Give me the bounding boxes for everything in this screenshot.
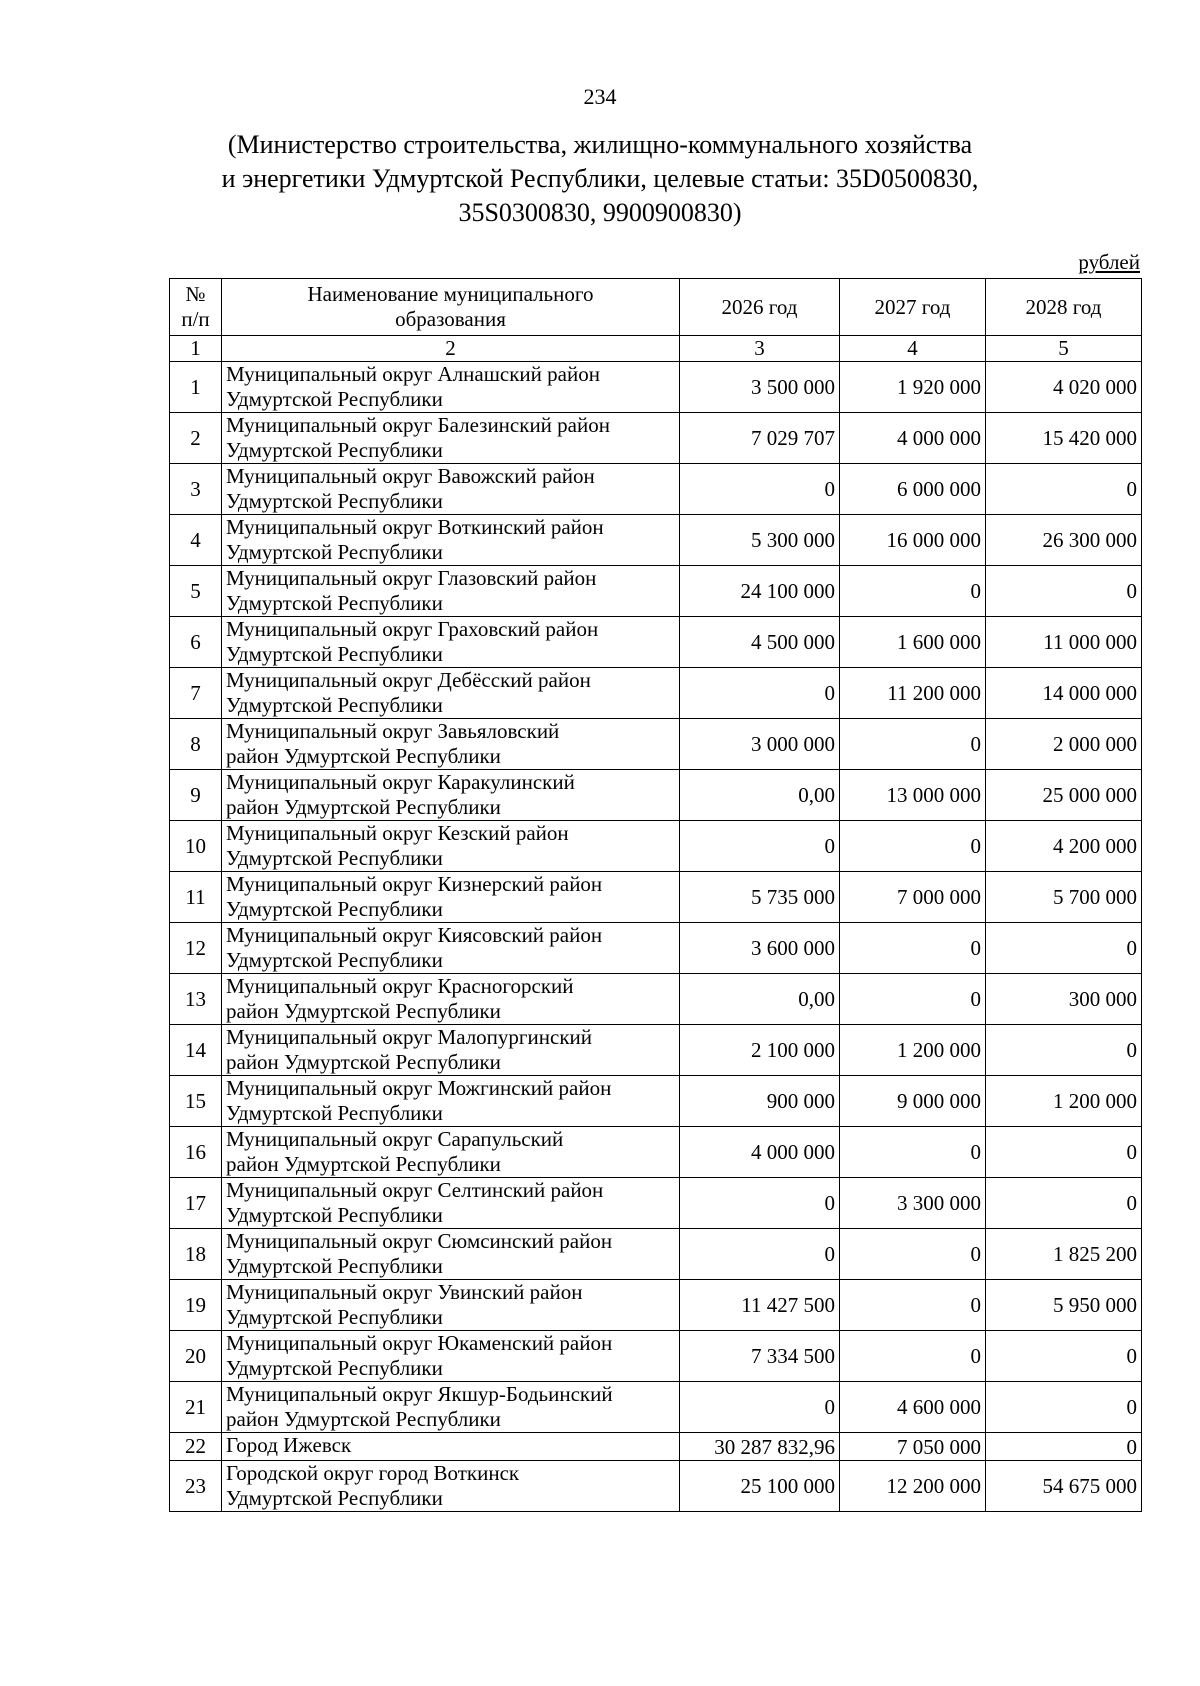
municipality-name-line: Муниципальный округ Воткинский район bbox=[226, 515, 604, 539]
amount-2026: 0 bbox=[680, 464, 840, 515]
row-number: 3 bbox=[170, 464, 222, 515]
page-number: 234 bbox=[583, 84, 617, 109]
municipality-name-line: Муниципальный округ Красногорский bbox=[226, 974, 574, 998]
row-number: 8 bbox=[170, 719, 222, 770]
amount-2028: 0 bbox=[986, 1331, 1142, 1382]
municipality-name bbox=[222, 1025, 680, 1076]
amount-2026: 30 287 832,96 bbox=[680, 1433, 840, 1461]
municipality-name bbox=[222, 923, 680, 974]
amount-2026: 24 100 000 bbox=[680, 566, 840, 617]
amount-2028: 0 bbox=[986, 1433, 1142, 1461]
municipality-name-line: Городской округ город Воткинск bbox=[226, 1461, 520, 1485]
amount-2027: 0 bbox=[840, 923, 986, 974]
municipality-name-line: Муниципальный округ Сарапульский bbox=[226, 1127, 564, 1151]
amount-2027: 1 200 000 bbox=[840, 1025, 986, 1076]
amount-2028: 0 bbox=[986, 1127, 1142, 1178]
municipality-name-line: Удмуртской Республики bbox=[226, 1305, 443, 1329]
amount-2026: 0 bbox=[680, 1382, 840, 1433]
amount-2027: 16 000 000 bbox=[840, 515, 986, 566]
municipality-name bbox=[222, 515, 680, 566]
amount-2026: 0 bbox=[680, 1229, 840, 1280]
row-number: 10 bbox=[170, 821, 222, 872]
amount-2027: 0 bbox=[840, 974, 986, 1025]
amount-2028: 11 000 000 bbox=[986, 617, 1142, 668]
municipality-name bbox=[222, 821, 680, 872]
heading-line: и энергетики Удмуртской Республики, целевые статьи: 35D0500830, bbox=[221, 164, 979, 193]
municipality-name-line: Удмуртской Республики bbox=[226, 1356, 443, 1380]
municipality-name-line: Удмуртской Республики bbox=[226, 897, 443, 921]
municipality-name bbox=[222, 1331, 680, 1382]
municipality-name bbox=[222, 1382, 680, 1433]
header-number: № п/п bbox=[170, 279, 222, 336]
row-number: 6 bbox=[170, 617, 222, 668]
table-row bbox=[170, 617, 1142, 668]
municipality-name-line: Муниципальный округ Дебёсский район bbox=[226, 668, 591, 692]
table-row bbox=[170, 1127, 1142, 1178]
municipality-name-line: Муниципальный округ Каракулинский bbox=[226, 770, 575, 794]
municipality-name-line: Муниципальный округ Малопургинский bbox=[226, 1025, 593, 1049]
amount-2026: 0 bbox=[680, 668, 840, 719]
municipality-name-line: Муниципальный округ Якшур-Бодьинский bbox=[226, 1382, 613, 1406]
amount-2028: 4 200 000 bbox=[986, 821, 1142, 872]
municipality-name-line: Удмуртской Республики bbox=[226, 387, 443, 411]
municipality-name bbox=[222, 1433, 680, 1461]
municipality-name bbox=[222, 974, 680, 1025]
table-row bbox=[170, 362, 1142, 413]
amount-2026: 25 100 000 bbox=[680, 1461, 840, 1512]
municipality-name bbox=[222, 617, 680, 668]
amount-2027: 9 000 000 bbox=[840, 1076, 986, 1127]
column-number: 3 bbox=[680, 336, 840, 362]
municipality-name-line: Муниципальный округ Граховский район bbox=[226, 617, 599, 641]
amount-2026: 7 334 500 bbox=[680, 1331, 840, 1382]
amount-2026: 0,00 bbox=[680, 974, 840, 1025]
amount-2026: 900 000 bbox=[680, 1076, 840, 1127]
row-number: 16 bbox=[170, 1127, 222, 1178]
table-row bbox=[170, 515, 1142, 566]
municipality-name-line: Удмуртской Республики bbox=[226, 693, 443, 717]
municipality-name-line: Удмуртской Республики bbox=[226, 846, 443, 870]
table-row bbox=[170, 1280, 1142, 1331]
municipality-name-line: Муниципальный округ Кезский район bbox=[226, 821, 569, 845]
amount-2026: 3 000 000 bbox=[680, 719, 840, 770]
municipality-name-line: Город Ижевск bbox=[226, 1433, 352, 1457]
header-2028: 2028 год bbox=[986, 279, 1142, 336]
table-row bbox=[170, 1433, 1142, 1461]
amount-2026: 7 029 707 bbox=[680, 413, 840, 464]
table-row bbox=[170, 1178, 1142, 1229]
municipality-name bbox=[222, 1280, 680, 1331]
column-number: 4 bbox=[840, 336, 986, 362]
amount-2027: 0 bbox=[840, 566, 986, 617]
municipality-name-line: Муниципальный округ Завьяловский bbox=[226, 719, 560, 743]
table-header-row bbox=[170, 279, 1142, 336]
municipality-name-line: Удмуртской Республики bbox=[226, 1254, 443, 1278]
header-2027: 2027 год bbox=[840, 279, 986, 336]
table-row bbox=[170, 1229, 1142, 1280]
amount-2028: 15 420 000 bbox=[986, 413, 1142, 464]
amount-2028: 0 bbox=[986, 923, 1142, 974]
column-number: 2 bbox=[222, 336, 680, 362]
amount-2028: 5 700 000 bbox=[986, 872, 1142, 923]
municipality-name bbox=[222, 668, 680, 719]
municipality-name-line: район Удмуртской Республики bbox=[226, 1050, 501, 1074]
column-number: 5 bbox=[986, 336, 1142, 362]
row-number: 11 bbox=[170, 872, 222, 923]
table-row bbox=[170, 413, 1142, 464]
amount-2028: 14 000 000 bbox=[986, 668, 1142, 719]
table-row bbox=[170, 668, 1142, 719]
row-number: 20 bbox=[170, 1331, 222, 1382]
amount-2026: 11 427 500 bbox=[680, 1280, 840, 1331]
amount-2026: 0,00 bbox=[680, 770, 840, 821]
amount-2027: 3 300 000 bbox=[840, 1178, 986, 1229]
amount-2027: 7 000 000 bbox=[840, 872, 986, 923]
table-body bbox=[170, 362, 1142, 1512]
row-number: 13 bbox=[170, 974, 222, 1025]
amount-2028: 2 000 000 bbox=[986, 719, 1142, 770]
amount-2028: 0 bbox=[986, 566, 1142, 617]
municipality-name-line: Муниципальный округ Юкаменский район bbox=[226, 1331, 613, 1355]
municipality-name-line: район Удмуртской Республики bbox=[226, 1407, 501, 1431]
municipality-name bbox=[222, 566, 680, 617]
amount-2027: 11 200 000 bbox=[840, 668, 986, 719]
municipality-name-line: Удмуртской Республики bbox=[226, 591, 443, 615]
row-number: 18 bbox=[170, 1229, 222, 1280]
amount-2027: 0 bbox=[840, 1280, 986, 1331]
municipality-name-line: Муниципальный округ Кизнерский район bbox=[226, 872, 603, 896]
municipality-name bbox=[222, 1127, 680, 1178]
row-number: 2 bbox=[170, 413, 222, 464]
municipality-name-line: Удмуртской Республики bbox=[226, 642, 443, 666]
municipality-name bbox=[222, 413, 680, 464]
amount-2027: 0 bbox=[840, 821, 986, 872]
municipality-name-line: район Удмуртской Республики bbox=[226, 795, 501, 819]
heading-line: 35S0300830, 9900900830) bbox=[458, 198, 742, 227]
column-number-row bbox=[170, 336, 1142, 362]
municipality-name-line: Удмуртской Республики bbox=[226, 1486, 443, 1510]
municipality-name-line: Муниципальный округ Селтинский район bbox=[226, 1178, 604, 1202]
amount-2026: 0 bbox=[680, 821, 840, 872]
amount-2027: 7 050 000 bbox=[840, 1433, 986, 1461]
municipality-name-line: Удмуртской Республики bbox=[226, 948, 443, 972]
amount-2026: 4 500 000 bbox=[680, 617, 840, 668]
row-number: 15 bbox=[170, 1076, 222, 1127]
row-number: 17 bbox=[170, 1178, 222, 1229]
column-number: 1 bbox=[170, 336, 222, 362]
municipality-name-line: Удмуртской Республики bbox=[226, 489, 443, 513]
table-row bbox=[170, 923, 1142, 974]
amount-2028: 0 bbox=[986, 1025, 1142, 1076]
table-row bbox=[170, 821, 1142, 872]
municipality-name-line: Муниципальный округ Балезинский район bbox=[226, 413, 610, 437]
amount-2026: 2 100 000 bbox=[680, 1025, 840, 1076]
municipality-name-line: Муниципальный округ Глазовский район bbox=[226, 566, 597, 590]
municipality-name-line: Муниципальный округ Киясовский район bbox=[226, 923, 603, 947]
table-row bbox=[170, 1382, 1142, 1433]
municipality-name-line: Муниципальный округ Вавожский район bbox=[226, 464, 595, 488]
municipality-name-line: Удмуртской Республики bbox=[226, 438, 443, 462]
amount-2027: 12 200 000 bbox=[840, 1461, 986, 1512]
row-number: 9 bbox=[170, 770, 222, 821]
amount-2026: 5 300 000 bbox=[680, 515, 840, 566]
municipality-name-line: Муниципальный округ Увинский район bbox=[226, 1280, 583, 1304]
municipality-name-line: район Удмуртской Республики bbox=[226, 999, 501, 1023]
amount-2028: 0 bbox=[986, 464, 1142, 515]
heading-line: (Министерство строительства, жилищно-коммунального хозяйства bbox=[227, 130, 973, 159]
amount-2027: 0 bbox=[840, 719, 986, 770]
row-number: 21 bbox=[170, 1382, 222, 1433]
table-row bbox=[170, 974, 1142, 1025]
municipality-name bbox=[222, 1229, 680, 1280]
amount-2027: 1 600 000 bbox=[840, 617, 986, 668]
amount-2026: 3 500 000 bbox=[680, 362, 840, 413]
amount-2026: 5 735 000 bbox=[680, 872, 840, 923]
table-row bbox=[170, 1461, 1142, 1512]
amount-2027: 0 bbox=[840, 1127, 986, 1178]
amount-2026: 3 600 000 bbox=[680, 923, 840, 974]
amount-2027: 0 bbox=[840, 1331, 986, 1382]
row-number: 7 bbox=[170, 668, 222, 719]
row-number: 22 bbox=[170, 1433, 222, 1461]
amount-2028: 54 675 000 bbox=[986, 1461, 1142, 1512]
row-number: 19 bbox=[170, 1280, 222, 1331]
row-number: 5 bbox=[170, 566, 222, 617]
municipality-name bbox=[222, 1076, 680, 1127]
header-municipality: Наименование муниципального образования bbox=[222, 279, 680, 336]
budget-table bbox=[169, 278, 1142, 1512]
municipality-name-line: Муниципальный округ Сюмсинский район bbox=[226, 1229, 613, 1253]
table-row bbox=[170, 566, 1142, 617]
amount-2028: 26 300 000 bbox=[986, 515, 1142, 566]
amount-2028: 0 bbox=[986, 1178, 1142, 1229]
amount-2028: 25 000 000 bbox=[986, 770, 1142, 821]
table-row bbox=[170, 770, 1142, 821]
municipality-name-line: район Удмуртской Республики bbox=[226, 744, 501, 768]
amount-2028: 1 200 000 bbox=[986, 1076, 1142, 1127]
amount-2026: 0 bbox=[680, 1178, 840, 1229]
amount-2026: 4 000 000 bbox=[680, 1127, 840, 1178]
municipality-name-line: Муниципальный округ Можгинский район bbox=[226, 1076, 612, 1100]
amount-2027: 1 920 000 bbox=[840, 362, 986, 413]
row-number: 12 bbox=[170, 923, 222, 974]
municipality-name-line: Муниципальный округ Алнашский район bbox=[226, 362, 600, 386]
municipality-name-line: Удмуртской Республики bbox=[226, 1101, 443, 1125]
row-number: 4 bbox=[170, 515, 222, 566]
row-number: 23 bbox=[170, 1461, 222, 1512]
header-2026: 2026 год bbox=[680, 279, 840, 336]
table-row bbox=[170, 1331, 1142, 1382]
amount-2028: 5 950 000 bbox=[986, 1280, 1142, 1331]
amount-2027: 6 000 000 bbox=[840, 464, 986, 515]
amount-2027: 4 000 000 bbox=[840, 413, 986, 464]
amount-2028: 4 020 000 bbox=[986, 362, 1142, 413]
municipality-name bbox=[222, 362, 680, 413]
municipality-name-line: Удмуртской Республики bbox=[226, 1203, 443, 1227]
row-number: 1 bbox=[170, 362, 222, 413]
amount-2028: 300 000 bbox=[986, 974, 1142, 1025]
table-row bbox=[170, 872, 1142, 923]
table-row bbox=[170, 464, 1142, 515]
amount-2027: 4 600 000 bbox=[840, 1382, 986, 1433]
document-heading bbox=[180, 128, 1020, 230]
municipality-name-line: Удмуртской Республики bbox=[226, 540, 443, 564]
table-row bbox=[170, 719, 1142, 770]
municipality-name-line: район Удмуртской Республики bbox=[226, 1152, 501, 1176]
table-row bbox=[170, 1076, 1142, 1127]
amount-2027: 13 000 000 bbox=[840, 770, 986, 821]
amount-2028: 0 bbox=[986, 1382, 1142, 1433]
municipality-name bbox=[222, 1178, 680, 1229]
row-number: 14 bbox=[170, 1025, 222, 1076]
municipality-name bbox=[222, 770, 680, 821]
amount-2028: 1 825 200 bbox=[986, 1229, 1142, 1280]
municipality-name bbox=[222, 719, 680, 770]
municipality-name bbox=[222, 872, 680, 923]
table-row bbox=[170, 1025, 1142, 1076]
amount-2027: 0 bbox=[840, 1229, 986, 1280]
municipality-name bbox=[222, 1461, 680, 1512]
municipality-name bbox=[222, 464, 680, 515]
units-label: рублей bbox=[1078, 250, 1140, 274]
